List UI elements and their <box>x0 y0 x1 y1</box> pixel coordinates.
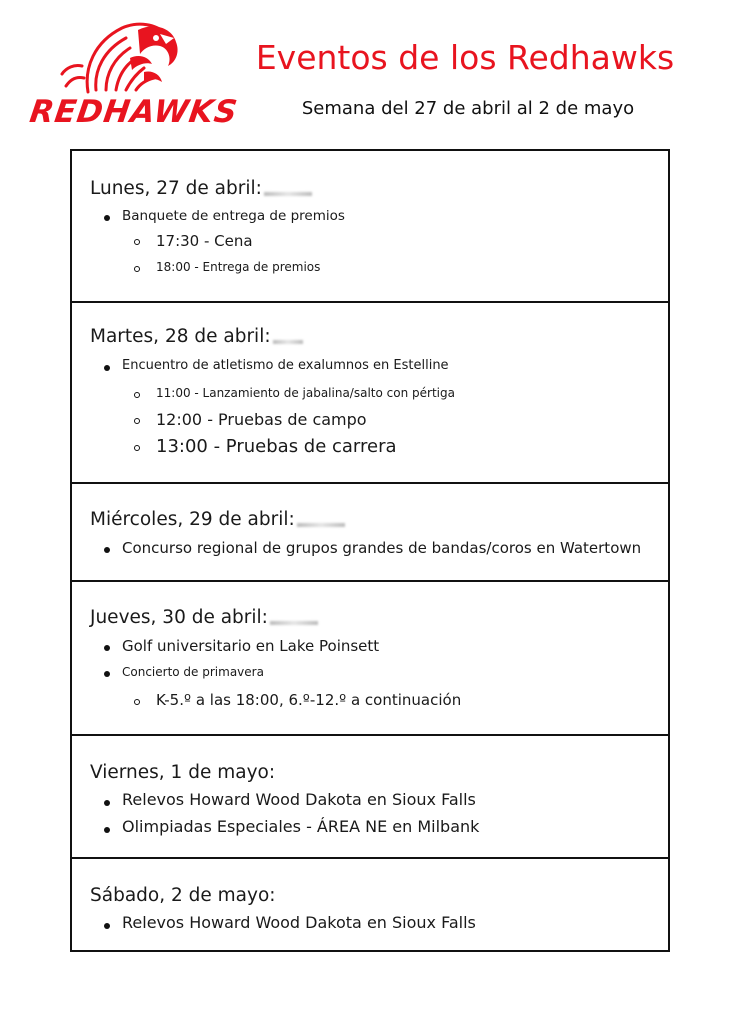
list-item: Relevos Howard Wood Dakota en Sioux Falls <box>122 913 476 932</box>
list-item: K-5.º a las 18:00, 6.º-12.º a continuación <box>156 691 462 709</box>
day-saturday <box>72 859 668 954</box>
day-tuesday <box>72 303 668 484</box>
day-heading-text: Viernes, 1 de mayo: <box>90 762 276 783</box>
day-heading-text: Sábado, 2 de mayo: <box>90 885 276 906</box>
day-heading-text: Martes, 28 de abril: <box>90 326 271 347</box>
bullet-icon <box>104 365 110 371</box>
list-item: 12:00 - Pruebas de campo <box>156 410 367 429</box>
blurred-mark <box>264 192 312 196</box>
hawk-head-icon <box>26 18 232 98</box>
circle-bullet-icon <box>134 699 140 705</box>
day-heading <box>90 885 276 906</box>
day-thursday <box>72 582 668 736</box>
logo-text: REDHAWKS <box>27 94 241 130</box>
bullet-icon <box>104 923 110 929</box>
list-item: Encuentro de atletismo de exalumnos en Estelline <box>122 358 449 373</box>
day-heading <box>90 509 345 530</box>
blurred-mark <box>273 340 303 344</box>
bullet-icon <box>104 215 110 221</box>
list-item: Concierto de primavera <box>122 665 264 679</box>
list-item: Olimpiadas Especiales - ÁREA NE en Milbank <box>122 817 480 836</box>
list-item: 18:00 - Entrega de premios <box>156 260 321 274</box>
circle-bullet-icon <box>134 239 140 245</box>
circle-bullet-icon <box>134 266 140 272</box>
bullet-icon <box>104 671 110 677</box>
day-heading <box>90 607 318 628</box>
list-item: Concurso regional de grupos grandes de bandas/coros en Watertown <box>122 539 642 557</box>
circle-bullet-icon <box>134 418 140 424</box>
day-heading-text: Jueves, 30 de abril: <box>90 607 268 628</box>
list-item: 11:00 - Lanzamiento de jabalina/salto con pértiga <box>156 386 455 400</box>
day-monday <box>72 151 668 303</box>
list-item: Banquete de entrega de premios <box>122 208 345 224</box>
page-subtitle: Semana del 27 de abril al 2 de mayo <box>301 98 635 119</box>
page-title: Eventos de los Redhawks <box>255 38 675 77</box>
circle-bullet-icon <box>134 445 140 451</box>
bullet-icon <box>104 547 110 553</box>
day-wednesday <box>72 484 668 582</box>
list-item: Golf universitario en Lake Poinsett <box>122 637 380 655</box>
day-heading-text: Lunes, 27 de abril: <box>90 178 262 199</box>
list-item: 13:00 - Pruebas de carrera <box>156 436 397 457</box>
list-item: Relevos Howard Wood Dakota en Sioux Falls <box>122 790 476 809</box>
bullet-icon <box>104 800 110 806</box>
day-heading <box>90 178 312 199</box>
day-friday <box>72 736 668 859</box>
bullet-icon <box>104 645 110 651</box>
schedule-table <box>70 149 670 952</box>
day-heading <box>90 762 275 783</box>
circle-bullet-icon <box>134 392 140 398</box>
redhawks-logo <box>26 18 241 130</box>
blurred-mark <box>270 621 318 625</box>
blurred-mark <box>297 523 345 527</box>
list-item: 17:30 - Cena <box>156 232 253 250</box>
day-heading-text: Miércoles, 29 de abril: <box>90 509 295 530</box>
bullet-icon <box>104 827 110 833</box>
day-heading <box>90 326 303 347</box>
